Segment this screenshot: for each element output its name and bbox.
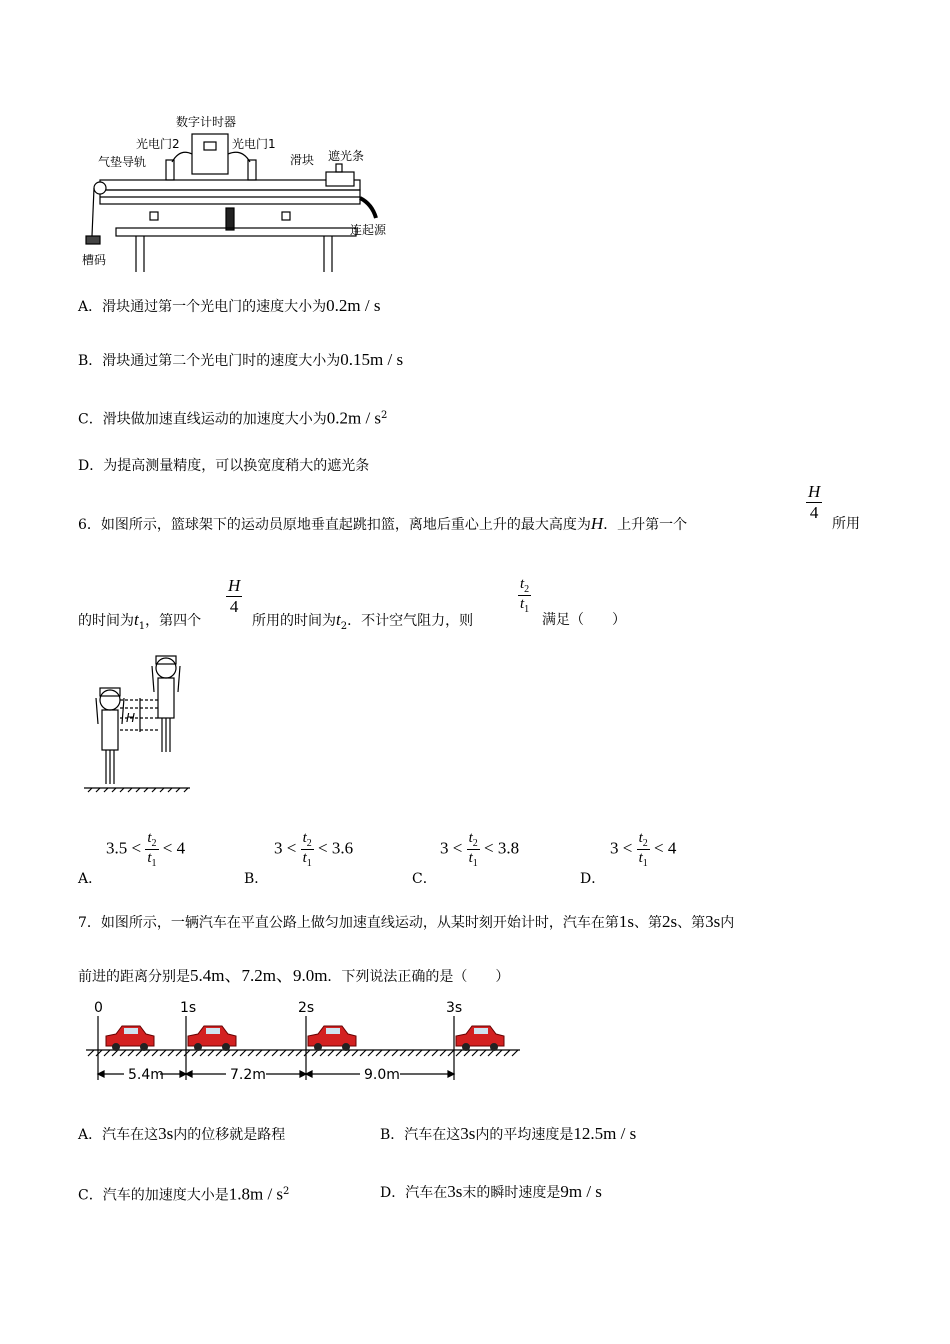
q6-line2-mid: 所用的时间为$t_2$．不计空气阻力，则 (252, 610, 474, 632)
q6-option-b-label: B． (244, 871, 269, 887)
q5-option-a: A．滑块通过第一个光电门的速度大小为0.2m / s (78, 296, 381, 315)
segment-label-1: 5.4m (128, 1067, 164, 1083)
time-label-2: 2s (298, 1000, 315, 1016)
q6-option-b: 3 < $\frac{t_2}{t_1}$ < 3.6 (274, 830, 354, 869)
q7-line1: 7．如图所示，一辆汽车在平直公路上做匀加速直线运动，从某时刻开始计时，汽车在第1s、第2s、第3s内 (78, 912, 735, 931)
player-left (100, 690, 120, 710)
q6-option-d: 3 < $\frac{t_2}{t_1}$ < 4 (610, 830, 677, 869)
q6-line2-end: 满足（ ） (542, 612, 626, 628)
figure-h-label: H (126, 711, 136, 725)
q6-option-c: 3 < $\frac{t_2}{t_1}$ < 3.8 (440, 830, 520, 869)
q6-line1-end: 所用 (832, 516, 860, 532)
shading-strip (336, 164, 342, 172)
label-rail: 气垫导轨 (98, 155, 147, 169)
q5-option-c: C．滑块做加速直线运动的加速度大小为$0.2m / s^2$ (78, 408, 388, 428)
segment-label-3: 9.0m (364, 1067, 400, 1083)
q6-option-a-label: A． (78, 871, 103, 887)
q7-line2: 前进的距离分别是5.4m、7.2m、9.0m．下列说法正确的是（ ） (78, 966, 510, 985)
time-label-0: 0 (94, 1000, 103, 1016)
air-rail (100, 180, 360, 190)
q7-option-d: D．汽车在3s末的瞬时速度是9m / s (380, 1182, 602, 1201)
basketball-figure (80, 648, 200, 798)
q6-line2: 的时间为$t_1$，第四个 (78, 610, 202, 632)
photogate-1 (248, 160, 256, 180)
car-2 (308, 1026, 356, 1051)
time-label-3: 3s (446, 1000, 463, 1016)
digital-timer (192, 134, 228, 174)
car-0 (106, 1026, 154, 1051)
q6-fraction-t2-t1: $\frac{t_2}{t_1}$ (520, 576, 530, 615)
label-source: 连起源 (350, 223, 387, 237)
car-3 (456, 1026, 504, 1051)
label-gate2: 光电门2 (136, 137, 180, 151)
q6-option-a: 3.5 < $\frac{t_2}{t_1}$ < 4 (106, 830, 186, 869)
label-timer: 数字计时器 (176, 115, 237, 129)
slider (326, 172, 354, 186)
q6-fraction-h4-b: $\frac{H}{4}$ (228, 576, 241, 616)
q6-option-c-label: C． (412, 871, 437, 887)
q6-fraction-h4-a: $\frac{H}{4}$ (808, 482, 821, 522)
label-weight: 槽码 (82, 253, 107, 267)
air-track-figure (80, 108, 410, 278)
label-slider: 滑块 (290, 153, 315, 167)
segment-label-2: 7.2m (230, 1067, 266, 1083)
label-gate1: 光电门1 (232, 137, 276, 151)
pulley (94, 182, 106, 194)
time-label-1: 1s (180, 1000, 197, 1016)
label-strip: 遮光条 (328, 149, 365, 163)
q6-line1: 6．如图所示，篮球架下的运动员原地垂直起跳扣篮，离地后重心上升的最大高度为H．上升第一个 (78, 514, 688, 533)
car-1 (188, 1026, 236, 1051)
q5-option-d: D．为提高测量精度，可以换宽度稍大的遮光条 (78, 458, 370, 474)
q7-option-c: C．汽车的加速度大小是$1.8m / s^2$ (78, 1184, 290, 1204)
q6-option-d-label: D． (580, 871, 606, 887)
car-motion-figure (84, 996, 526, 1088)
q5-option-b: B．滑块通过第二个光电门时的速度大小为0.15m / s (78, 350, 404, 369)
weight (86, 236, 100, 244)
photogate-2 (166, 160, 174, 180)
player-right (156, 658, 176, 678)
q7-option-a: A．汽车在这3s内的位移就是路程 (78, 1124, 286, 1143)
q7-option-b: B．汽车在这3s内的平均速度是12.5m / s (380, 1124, 637, 1143)
